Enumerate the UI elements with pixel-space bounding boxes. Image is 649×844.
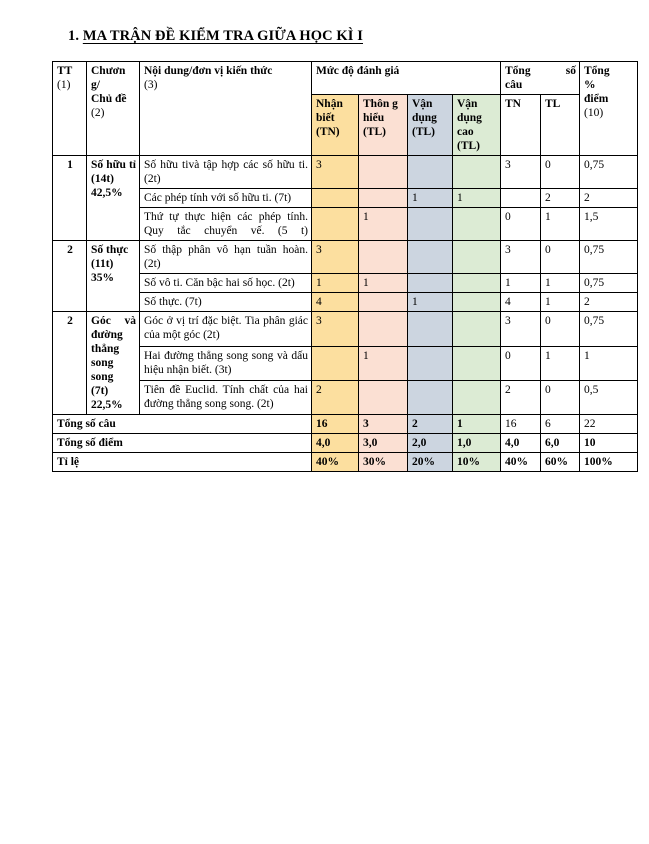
summary-tn: 4,0 — [501, 434, 541, 453]
row-tl: 1 — [541, 346, 580, 380]
section-topic-name: Góc và đường thẳng song song — [91, 315, 136, 384]
row-content: Tiên đề Euclid. Tính chất của hai đường thẳng song song. (2t) — [140, 380, 312, 414]
summary-row-total-points — [53, 434, 638, 453]
row-tn: 1 — [501, 274, 541, 293]
header-van-dung-cao-label: Vận dụng cao — [457, 98, 482, 139]
summary-thong-hieu: 3 — [359, 415, 408, 434]
header-chuong — [87, 62, 140, 156]
section-topic-hours: (11t) — [91, 258, 114, 271]
section-topic — [87, 312, 140, 415]
row-nhan-biet — [312, 208, 359, 241]
summary-nhan-biet: 4,0 — [312, 434, 359, 453]
header-noidung — [140, 62, 312, 156]
row-percent: 0,75 — [580, 156, 638, 189]
header-nhan-biet-label: Nhận biết — [316, 98, 343, 125]
row-van-dung-cao — [453, 241, 501, 274]
header-noidung-note: (3) — [144, 79, 158, 92]
row-tl: 0 — [541, 241, 580, 274]
header-tong-so-cau-w2: số — [565, 65, 577, 77]
header-tt-note: (1) — [57, 79, 71, 92]
header-level-nhan-biet — [312, 95, 359, 156]
summary-van-dung: 2 — [408, 415, 453, 434]
section-tt: 1 — [53, 156, 87, 241]
row-van-dung-cao — [453, 274, 501, 293]
row-van-dung: 1 — [408, 293, 453, 312]
row-content: Số thực. (7t) — [140, 293, 312, 312]
row-tn: 3 — [501, 156, 541, 189]
row-thong-hieu — [359, 312, 408, 346]
header-tong-pct-l2: % — [584, 79, 596, 92]
row-tn: 3 — [501, 241, 541, 274]
summary-tl: 6 — [541, 415, 580, 434]
row-percent: 0,5 — [580, 380, 638, 414]
summary-row-ratio — [53, 453, 638, 472]
summary-tn: 40% — [501, 453, 541, 472]
header-tong-pct-l1: Tổng — [584, 65, 610, 77]
row-thong-hieu: 1 — [359, 346, 408, 380]
summary-van-dung-cao: 1 — [453, 415, 501, 434]
row-van-dung-cao — [453, 156, 501, 189]
header-tong-phan-tram-diem — [580, 62, 638, 156]
summary-tl: 6,0 — [541, 434, 580, 453]
row-van-dung-cao: 1 — [453, 189, 501, 208]
header-chuong-line2: Chủ đề — [91, 93, 127, 106]
header-tong-pct-l3: điểm — [584, 93, 609, 106]
row-van-dung-cao — [453, 312, 501, 346]
row-content: Thứ tự thực hiện các phép tính. Quy tắc chuyển vế. (5 t) — [140, 208, 312, 241]
row-percent: 1,5 — [580, 208, 638, 241]
row-percent: 2 — [580, 293, 638, 312]
summary-row-total-questions — [53, 415, 638, 434]
row-tn: 4 — [501, 293, 541, 312]
header-level-van-dung — [408, 95, 453, 156]
row-thong-hieu: 1 — [359, 274, 408, 293]
row-tl: 0 — [541, 380, 580, 414]
row-tn: 0 — [501, 346, 541, 380]
row-content: Số hữu tivà tập hợp các số hữu ti. (2t) — [140, 156, 312, 189]
summary-total: 100% — [580, 453, 638, 472]
row-van-dung-cao — [453, 346, 501, 380]
summary-van-dung-cao: 1,0 — [453, 434, 501, 453]
section-tt: 2 — [53, 312, 87, 415]
row-nhan-biet: 3 — [312, 241, 359, 274]
header-muc-do-danh-gia — [312, 62, 501, 95]
row-percent: 0,75 — [580, 312, 638, 346]
header-chuong-note: (2) — [91, 107, 105, 120]
row-van-dung: 1 — [408, 189, 453, 208]
summary-label: Tỉ lệ — [53, 453, 312, 472]
summary-nhan-biet: 40% — [312, 453, 359, 472]
summary-label: Tổng số điểm — [53, 434, 312, 453]
section-topic-percent: 42,5% — [91, 187, 123, 200]
summary-tn: 16 — [501, 415, 541, 434]
summary-van-dung: 20% — [408, 453, 453, 472]
table-row — [53, 346, 638, 380]
section-topic — [87, 156, 140, 241]
row-van-dung — [408, 241, 453, 274]
section-topic — [87, 241, 140, 312]
page-title — [68, 28, 363, 45]
header-tong-so-cau-w1: Tổng — [505, 65, 531, 77]
row-content: Hai đường thẳng song song và dấu hiệu nhận biết. (3t) — [140, 346, 312, 380]
header-muc-do-label: Mức độ đánh giá — [316, 65, 400, 77]
row-content: Các phép tính với số hữu ti. (7t) — [140, 189, 312, 208]
summary-van-dung-cao: 10% — [453, 453, 501, 472]
header-thong-hieu-type: (TL) — [363, 126, 386, 139]
row-content: Số vô ti. Căn bậc hai số học. (2t) — [140, 274, 312, 293]
header-nhan-biet-type: (TN) — [316, 126, 340, 139]
row-nhan-biet — [312, 346, 359, 380]
page-title-number: 1. — [68, 28, 80, 44]
row-percent: 0,75 — [580, 241, 638, 274]
row-percent: 1 — [580, 346, 638, 380]
row-thong-hieu: 1 — [359, 208, 408, 241]
row-van-dung — [408, 380, 453, 414]
row-nhan-biet: 3 — [312, 312, 359, 346]
row-thong-hieu — [359, 241, 408, 274]
section-topic-name: Số hữu tỉ — [91, 159, 136, 172]
header-tong-so-cau — [501, 62, 580, 95]
row-tl: 1 — [541, 293, 580, 312]
row-tl: 0 — [541, 156, 580, 189]
table-row — [53, 274, 638, 293]
table-row — [53, 241, 638, 274]
row-van-dung — [408, 274, 453, 293]
summary-total: 10 — [580, 434, 638, 453]
row-van-dung — [408, 312, 453, 346]
summary-label: Tổng số câu — [53, 415, 312, 434]
section-topic-percent: 35% — [91, 272, 114, 285]
section-topic-hours: (7t) — [91, 385, 109, 398]
section-topic-name: Số thực — [91, 244, 129, 257]
header-tong-so-cau-w3: câu — [505, 79, 523, 92]
row-van-dung — [408, 346, 453, 380]
section-tt: 2 — [53, 241, 87, 312]
row-van-dung — [408, 208, 453, 241]
row-van-dung-cao — [453, 293, 501, 312]
header-level-thong-hieu — [359, 95, 408, 156]
summary-total: 22 — [580, 415, 638, 434]
row-thong-hieu — [359, 380, 408, 414]
summary-thong-hieu: 30% — [359, 453, 408, 472]
row-nhan-biet: 3 — [312, 156, 359, 189]
header-van-dung-cao-type: (TL) — [457, 140, 480, 153]
header-van-dung-label: Vận dụng — [412, 98, 437, 125]
header-van-dung-type: (TL) — [412, 126, 435, 139]
header-tt — [53, 62, 87, 156]
summary-van-dung: 2,0 — [408, 434, 453, 453]
table-row — [53, 208, 638, 241]
row-percent: 2 — [580, 189, 638, 208]
row-thong-hieu — [359, 189, 408, 208]
row-tl: 0 — [541, 312, 580, 346]
row-van-dung-cao — [453, 380, 501, 414]
row-content: Số thập phân vô hạn tuần hoàn. (2t) — [140, 241, 312, 274]
header-tl: TL — [541, 95, 580, 156]
summary-thong-hieu: 3,0 — [359, 434, 408, 453]
row-tn: 3 — [501, 312, 541, 346]
row-tn: 0 — [501, 208, 541, 241]
table-row — [53, 380, 638, 414]
table-row — [53, 312, 638, 346]
row-van-dung-cao — [453, 208, 501, 241]
table-header-row-1 — [53, 62, 638, 95]
row-van-dung — [408, 156, 453, 189]
row-nhan-biet: 1 — [312, 274, 359, 293]
row-nhan-biet: 4 — [312, 293, 359, 312]
section-topic-hours: (14t) — [91, 173, 114, 186]
row-tn — [501, 189, 541, 208]
row-nhan-biet: 2 — [312, 380, 359, 414]
row-thong-hieu — [359, 156, 408, 189]
table-row — [53, 156, 638, 189]
row-nhan-biet — [312, 189, 359, 208]
table-row — [53, 293, 638, 312]
header-tn: TN — [501, 95, 541, 156]
exam-matrix-table — [52, 61, 638, 472]
header-tt-label: TT — [57, 65, 73, 77]
summary-nhan-biet: 16 — [312, 415, 359, 434]
page-title-text: MA TRẬN ĐỀ KIỂM TRA GIỮA HỌC KÌ I — [82, 28, 363, 44]
header-chuong-line1: Chươn g/ — [91, 65, 126, 92]
header-noidung-label: Nội dung/đơn vị kiến thức — [144, 65, 273, 77]
header-thong-hieu-label: Thôn g hiểu — [363, 98, 398, 125]
table-row — [53, 189, 638, 208]
row-tl: 1 — [541, 208, 580, 241]
row-thong-hieu — [359, 293, 408, 312]
summary-tl: 60% — [541, 453, 580, 472]
row-tl: 1 — [541, 274, 580, 293]
section-topic-percent: 22,5% — [91, 399, 123, 412]
row-content: Góc ở vị trí đặc biệt. Tia phân giác của một góc (2t) — [140, 312, 312, 346]
row-percent: 0,75 — [580, 274, 638, 293]
header-level-van-dung-cao — [453, 95, 501, 156]
row-tn: 2 — [501, 380, 541, 414]
header-tong-pct-note: (10) — [584, 107, 604, 120]
row-tl: 2 — [541, 189, 580, 208]
